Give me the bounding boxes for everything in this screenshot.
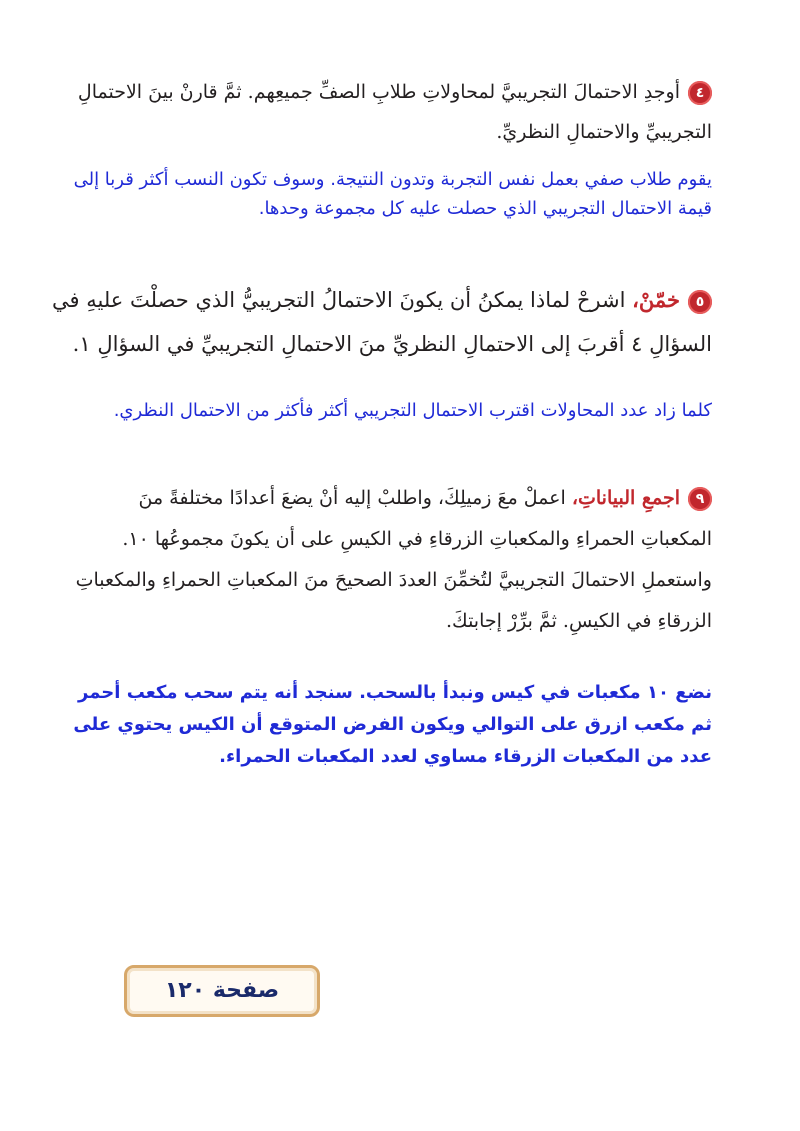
answer-5: كلما زاد عدد المحاولات اقترب الاحتمال التجريبي أكثر فأكثر من الاحتمال النظري. — [113, 400, 712, 421]
question-9-keyword: اجمعِ البياناتِ، — [571, 487, 680, 509]
question-4-text: أوجدِ الاحتمالَ التجريبيَّ لمحاولاتِ طلابِ الصفِّ جميعِهم. ثمَّ قارنْ بينَ الاحتمالِ التجريبيِّ والاحتمالِ النظريِّ. — [77, 81, 712, 143]
question-5 — [32, 278, 712, 366]
question-number-badge: ٤ — [688, 81, 712, 105]
question-number-badge: ٩ — [688, 487, 712, 511]
question-9 — [72, 478, 712, 642]
question-5-keyword: خمّنْ، — [632, 287, 680, 312]
page-number-badge: صفحة ١٢٠ — [124, 965, 320, 1017]
question-9-text: اعملْ معَ زميلِكَ، واطلبْ إليه أنْ يضعَ أعدادًا مختلفةً منَ المكعباتِ الحمراءِ والمكعباتِ الزرقاءِ في الكيسِ على أن يكونَ مجموعُها ١٠. واستعملِ الاحتمالَ التجريبيَّ لتُخمِّنَ العددَ الصحيحَ منَ المكعباتِ الحمراءِ والمكعباتِ الزرقاءِ في الكيسِ. ثمَّ برِّرْ إجابتكَ. — [75, 487, 712, 632]
answer-4: يقوم طلاب صفي بعمل نفس التجربة وتدون النتيجة. وسوف تكون النسب أكثر قربا إلى قيمة الاحتمال التجريبي الذي حصلت عليه كل مجموعة وحدها. — [73, 169, 712, 219]
question-number-badge: ٥ — [688, 290, 712, 314]
question-4 — [72, 72, 712, 152]
question-5-text: اشرحْ لماذا يمكنُ أن يكونَ الاحتمالُ التجريبيُّ الذي حصلْتَ عليهِ في السؤالِ ٤ أقربَ إلى الاحتمالِ النظريِّ منَ الاحتمالِ التجريبيِّ في السؤالِ ١. — [52, 288, 712, 356]
answer-9: نضع ١٠ مكعبات في كيس ونبدأ بالسحب. سنجد أنه يتم سحب مكعب أحمر ثم مكعب ازرق على التوالي ويكون الفرض المتوقع أن الكيس يحتوي على عدد من المكعبات الزرقاء مساوي لعدد المكعبات الحمراء. — [73, 682, 712, 767]
